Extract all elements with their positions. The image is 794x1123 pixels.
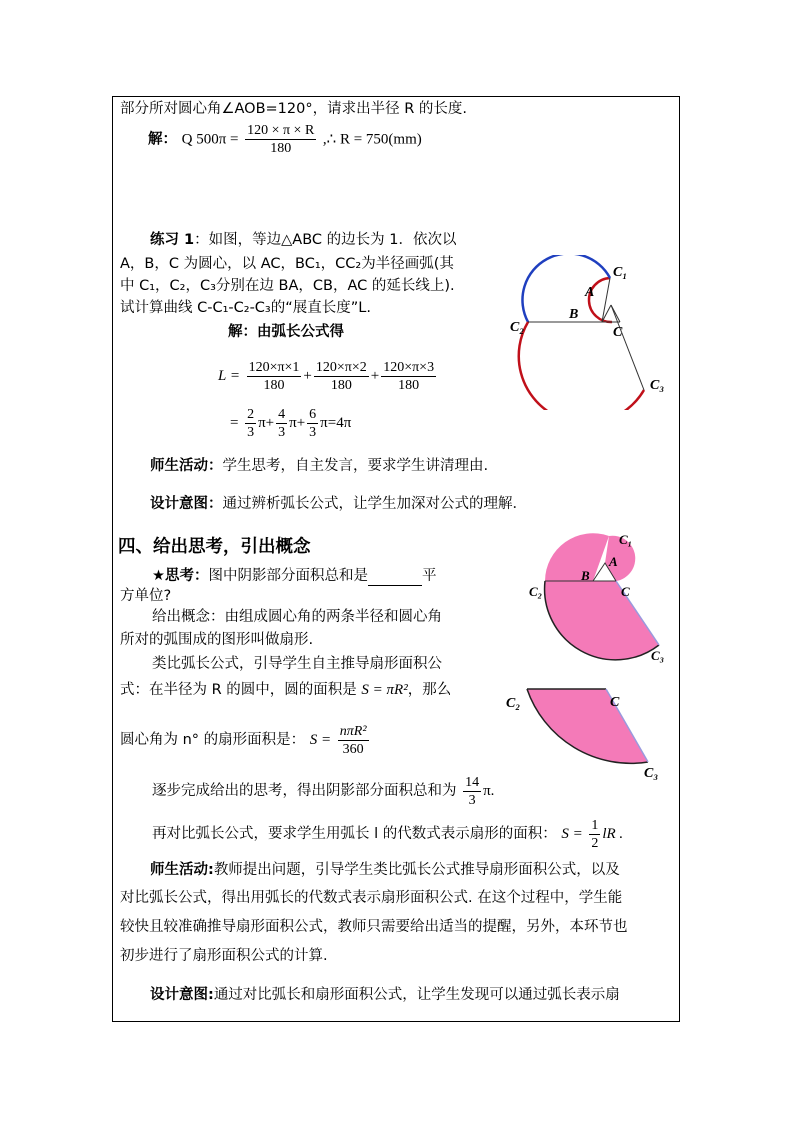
result-tail: π=4π	[320, 415, 352, 431]
activity-text: 教师提出问题，引导学生类比弧长公式推导扇形面积公式，以及	[213, 862, 620, 878]
analogy-line1: 类比弧长公式，引导学生自主推导扇形面积公	[152, 656, 442, 672]
figure-frame	[612, 305, 623, 322]
length-result	[230, 405, 351, 441]
arc-c2-c3	[519, 322, 644, 410]
exercise-label: 练习 1	[150, 232, 195, 248]
label-c: C	[610, 695, 620, 710]
label-c3: C₃	[650, 378, 665, 393]
activity-2-line1	[150, 860, 620, 880]
activity-label: 师生活动：	[150, 458, 223, 474]
solution-rhs: ,∴ R = 750(mm)	[322, 131, 422, 148]
label-c2: C₂	[529, 584, 543, 599]
activity-label: 师生活动:	[150, 862, 214, 878]
fraction-denominator: 180	[398, 377, 420, 393]
think-label: ★思考：	[152, 568, 209, 584]
analogy-text: 式：在半径为 R 的圆中，圆的面积是	[120, 682, 357, 698]
exercise-text: ：如图，等边△ABC 的边长为 1．依次以	[194, 232, 457, 248]
label-c: C	[621, 584, 630, 599]
fraction-numerator: 4	[278, 406, 286, 422]
exercise-1-line1	[150, 230, 456, 250]
solution-lhs: Q 500π =	[181, 131, 239, 148]
intent-1	[150, 494, 527, 514]
compare-lhs: S =	[561, 826, 583, 842]
fraction-numerator: 14	[465, 774, 480, 790]
fraction-numerator: 120×π×2	[315, 359, 367, 375]
intent-text: 通过对比弧长和扇形面积公式，让学生发现可以通过弧长表示扇	[213, 987, 620, 1003]
spiral-arc-figure	[505, 255, 675, 410]
formula-intro: 圆心角为 n° 的扇形面积是：	[120, 732, 306, 748]
formula-lhs: S =	[309, 732, 332, 748]
concept-line1: 给出概念：由组成圆心角的两条半径和圆心角	[152, 609, 442, 625]
label-c2: C₂	[506, 696, 521, 711]
solution-label: 解：	[148, 131, 177, 148]
label-b: B	[581, 568, 590, 583]
activity-2-line2: 对比弧长公式，得出用弧长的代数式表示扇形面积公式. 在这个过程中，学生能	[120, 890, 623, 906]
fraction-numerator: nπR²	[339, 723, 367, 739]
think-line2: 方单位?	[120, 588, 172, 604]
compare-tail: lR .	[602, 826, 624, 842]
pi-plus: π+	[258, 415, 275, 431]
step-pi: π.	[483, 783, 495, 799]
label-b: B	[569, 307, 579, 322]
section-4-heading: 四、给出思考，引出概念	[118, 537, 311, 557]
activity-text: 学生思考，自主发言，要求学生讲清理由.	[222, 458, 489, 474]
plus-sign: +	[370, 368, 380, 384]
fraction-numerator: 1	[591, 817, 599, 833]
arc-c1-c2	[522, 255, 610, 322]
activity-2-line3: 较快且较准确推导扇形面积公式，教师只需要给出适当的提醒，另外，本环节也	[120, 919, 628, 935]
fraction-denominator: 3	[309, 424, 317, 440]
solution-fraction	[245, 122, 316, 157]
fraction-denominator: 3	[468, 792, 476, 808]
fraction-numerator: 120×π×1	[248, 359, 300, 375]
think-line1	[152, 566, 437, 586]
fraction-denominator: 180	[263, 377, 285, 393]
shaded-sector-figure	[525, 525, 675, 665]
single-sector-figure	[500, 680, 670, 785]
answer-blank	[368, 571, 422, 586]
exercise-solution-label: 解：由弧长公式得	[228, 324, 344, 340]
equals-sign: =	[230, 415, 239, 431]
label-c2: C₂	[510, 320, 525, 335]
fraction-denominator: 3	[247, 424, 255, 440]
intent-label: 设计意图：	[150, 496, 223, 512]
label-c3: C₃	[644, 766, 659, 781]
sector-c2-c3	[527, 689, 648, 763]
label-c1: C₁	[613, 265, 628, 280]
intent-label: 设计意图:	[150, 987, 214, 1003]
line-a-c3	[611, 305, 644, 390]
fraction-denominator: 3	[278, 424, 286, 440]
fraction-numerator: 120 × π × R	[247, 123, 315, 138]
compare-text: 再对比弧长公式，要求学生用弧长 l 的代数式表示扇形的面积：	[152, 826, 557, 842]
exercise-1-line3: 中 C₁，C₂，C₃分别在边 BA，CB，AC 的延长线上).	[120, 278, 455, 294]
equation-lhs: L =	[218, 368, 240, 384]
fraction-denominator: 180	[270, 141, 292, 156]
think-text-end: 平	[422, 568, 437, 584]
length-equation	[218, 358, 438, 394]
label-a: A	[585, 285, 595, 300]
activity-2-line4: 初步进行了扇形面积公式的计算.	[120, 948, 328, 964]
think-text: 图中阴影部分面积总和是	[208, 568, 368, 584]
activity-1	[150, 456, 488, 476]
pi-plus: π+	[289, 415, 306, 431]
label-a: A	[609, 554, 618, 569]
label-c: C	[613, 325, 623, 340]
label-c3: C₃	[651, 648, 665, 663]
solution-1	[148, 122, 422, 157]
compare-line	[152, 816, 623, 852]
intent-2	[150, 985, 620, 1005]
sector-area-formula	[120, 722, 371, 758]
fraction-numerator: 2	[247, 406, 255, 422]
step-text: 逐步完成给出的思考，得出阴影部分面积总和为	[152, 783, 457, 799]
side-ac	[611, 305, 620, 322]
label-c1: C₁	[619, 532, 633, 547]
exercise-1-line4: 试计算曲线 C-C₁-C₂-C₃的“展直长度”L.	[120, 300, 371, 316]
analogy-text-end: ，那么	[407, 682, 452, 698]
fraction-numerator: 6	[309, 406, 317, 422]
analogy-line2	[120, 680, 451, 700]
concept-line2: 所对的弧围成的图形叫做扇形.	[120, 632, 314, 648]
plus-sign: +	[303, 368, 312, 384]
exercise-1-line2: A，B，C 为圆心，以 AC，BC₁，CC₂为半径画弧(其	[120, 256, 454, 272]
step-line	[152, 773, 494, 809]
fraction-denominator: 360	[342, 741, 364, 757]
problem-text-line: 部分所对圆心角∠AOB=120°，请求出半径 R 的长度.	[120, 101, 468, 117]
intent-text: 通过辨析弧长公式，让学生加深对公式的理解．	[222, 496, 527, 512]
circle-area-formula: S = πR²	[361, 682, 408, 698]
fraction-denominator: 180	[330, 377, 352, 393]
fraction-denominator: 2	[591, 835, 599, 851]
fraction-numerator: 120×π×3	[383, 359, 435, 375]
